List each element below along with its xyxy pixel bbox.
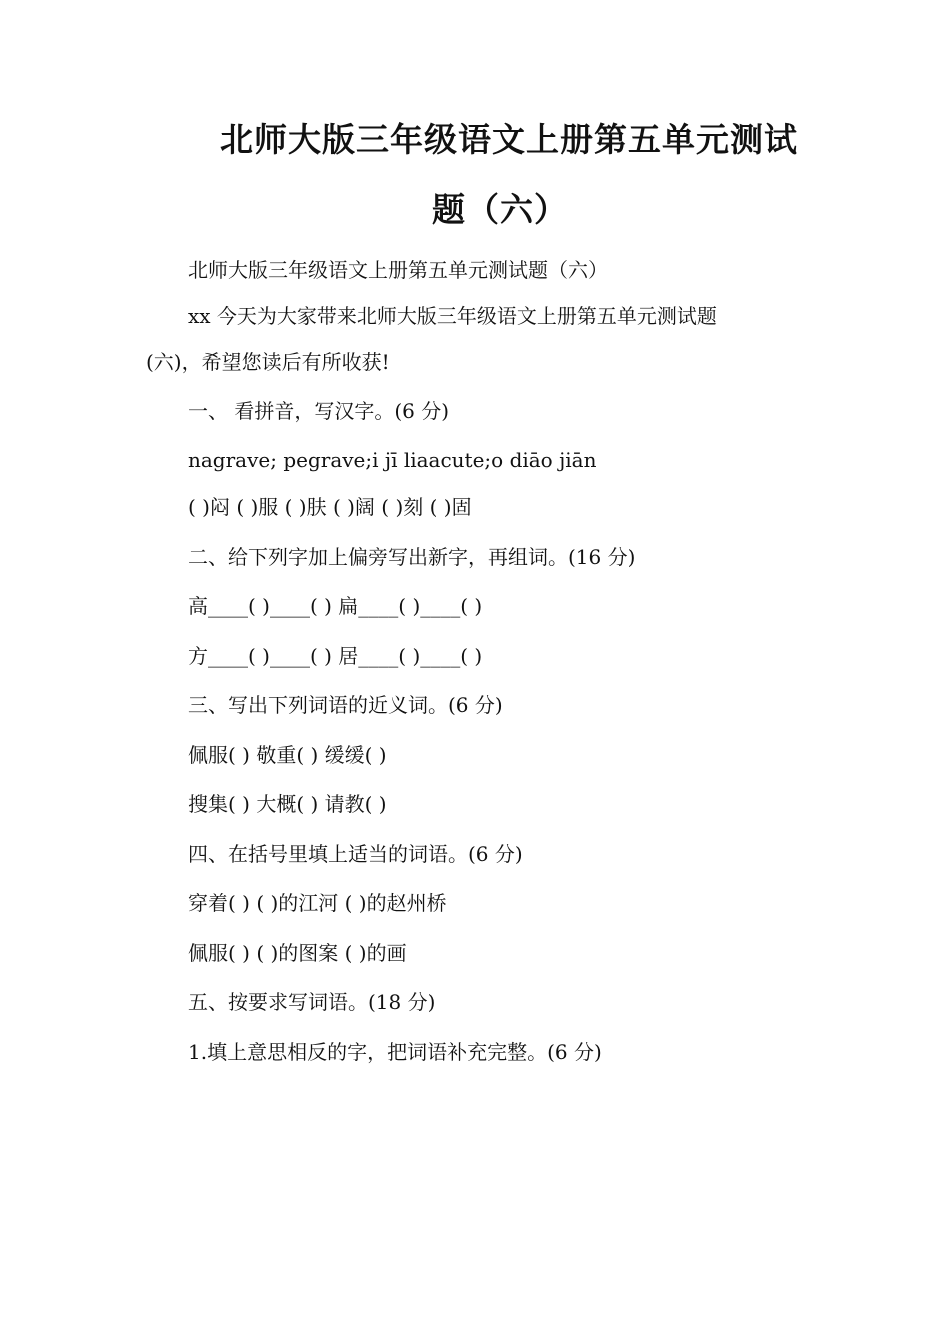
section-3-heading: 三、写出下列词语的近义词。(6 分): [188, 693, 503, 717]
document-title-line-1: 北师大版三年级语文上册第五单元测试: [220, 120, 798, 159]
intro-line: xx 今天为大家带来北师大版三年级语文上册第五单元测试题: [188, 304, 717, 328]
document-title-line-2: 题（六）: [432, 190, 568, 229]
pinyin-line: nagrave; pegrave;i jī liaacute;o diāo jiān: [188, 448, 597, 472]
synonym-line-1: 佩服( ) 敬重( ) 缓缓( ): [188, 743, 387, 767]
intro-line-continued: (六)，希望您读后有所收获!: [146, 350, 390, 374]
section-5-item-1: 1.填上意思相反的字，把词语补充完整。(6 分): [188, 1040, 602, 1064]
fill-words-line-2: 佩服( ) ( )的图案 ( )的画: [188, 941, 407, 965]
radical-exercise-line-1: 高____( )____( ) 扁____( )____( ): [188, 594, 483, 618]
section-4-heading: 四、在括号里填上适当的词语。(6 分): [188, 842, 523, 866]
section-1-heading: 一、 看拼音，写汉字。(6 分): [188, 399, 450, 423]
synonym-line-2: 搜集( ) 大概( ) 请教( ): [188, 792, 387, 816]
fill-words-line-1: 穿着( ) ( )的江河 ( )的赵州桥: [188, 891, 447, 915]
blank-characters-line: ( )闷 ( )服 ( )肤 ( )阔 ( )刻 ( )固: [188, 495, 472, 519]
section-5-heading: 五、按要求写词语。(18 分): [188, 990, 436, 1014]
subtitle-line: 北师大版三年级语文上册第五单元测试题（六）: [188, 258, 608, 282]
radical-exercise-line-2: 方____( )____( ) 居____( )____( ): [188, 644, 483, 668]
section-2-heading: 二、给下列字加上偏旁写出新字，再组词。(16 分): [188, 545, 636, 569]
